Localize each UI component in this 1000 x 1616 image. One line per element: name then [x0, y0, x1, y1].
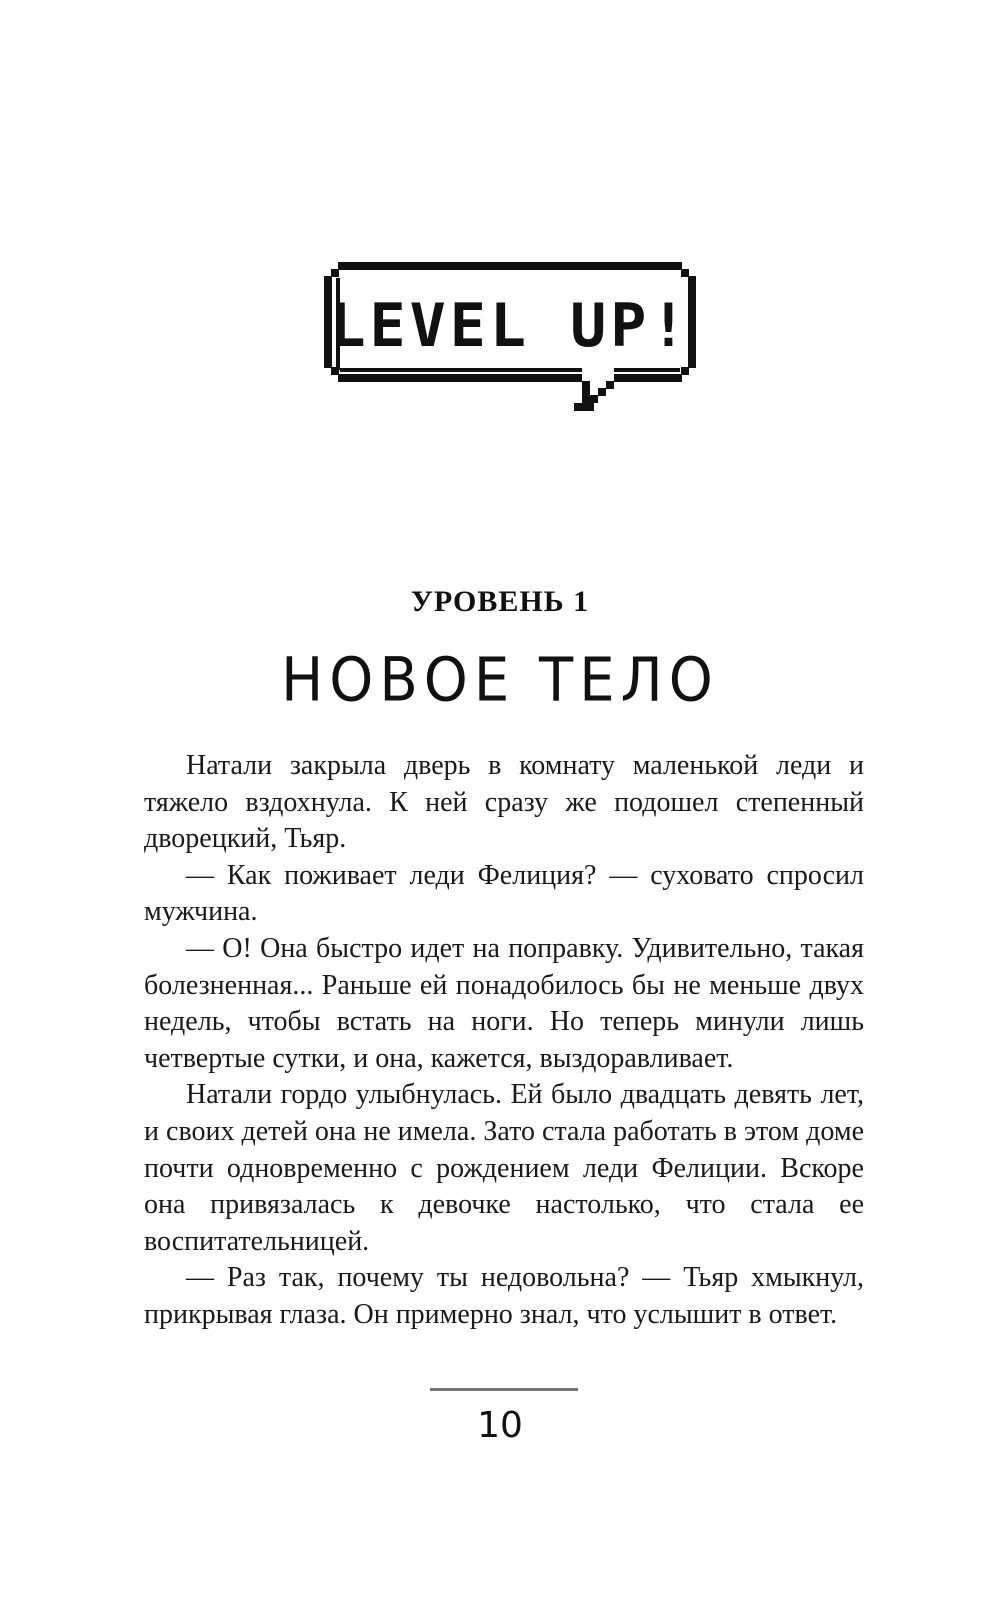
level-up-speech-bubble — [324, 262, 702, 432]
paragraph: — Как поживает леди Фелиция? — суховато спросил мужчина. — [144, 859, 864, 928]
level-label: УРОВЕНЬ 1 — [410, 585, 590, 618]
paragraph: — О! Она быстро идет на поправку. Удивительно, такая болезненная... Раньше ей понадобилось бы не меньше двух недель, чтобы встать на ноги. Но теперь минули лишь четвертые сутки, и она, кажется, выздоравливает. — [144, 932, 864, 1074]
chapter-title: НОВОЕ ТЕЛО — [281, 645, 719, 716]
page-number: 10 — [477, 1405, 523, 1446]
body-text — [144, 748, 864, 1334]
paragraph: Натали закрыла дверь в комнату маленькой леди и тяжело вздохнула. К ней сразу же подошел степенный дворецкий, Тьяр. — [144, 750, 864, 855]
level-up-text: LEVEL UP! — [329, 291, 691, 361]
footer-divider — [430, 1388, 578, 1391]
paragraph: Натали гордо улыбнулась. Ей было двадцать девять лет, и своих детей она не имела. Зато стала работать в этом доме почти одновременно с рождением леди Фелиции. Вскоре она привязалась к девочке настолько, что стала ее воспитательницей. — [144, 1079, 864, 1257]
paragraph: — Раз так, почему ты недовольна? — Тьяр хмыкнул, прикрывая глаза. Он примерно знал, что услышит в ответ. — [144, 1262, 864, 1330]
